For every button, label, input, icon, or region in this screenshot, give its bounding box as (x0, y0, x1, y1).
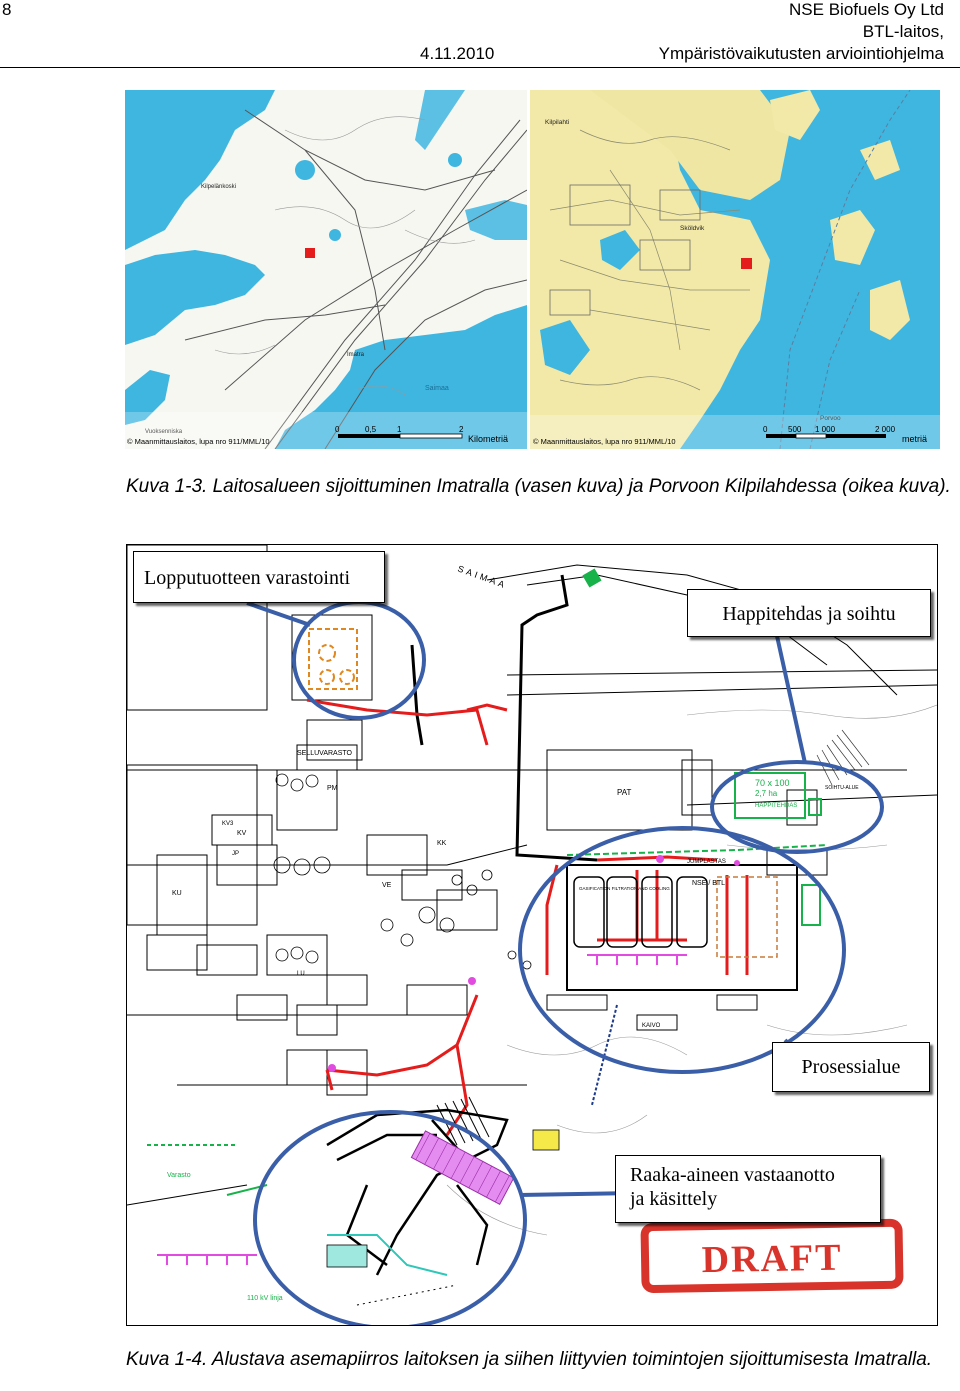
plan-label: 70 x 100 (755, 778, 790, 788)
callout-label-line1: Raaka-aineen vastaanotto (630, 1164, 835, 1186)
plan-label: PM (327, 785, 338, 792)
report-subtitle-line2: Ympäristövaikutusten arviointiohjelma (658, 44, 944, 63)
page-number: 8 (2, 0, 12, 19)
callout-final-product-storage (133, 551, 385, 603)
scale-tick: 2 (459, 425, 464, 434)
plan-label: KK (437, 840, 447, 847)
scale-tick: 1 000 (815, 425, 836, 434)
callout-label: Prosessialue (801, 1056, 901, 1078)
report-date: 4.11.2010 (420, 44, 495, 63)
plan-label: SAIMAA (456, 563, 509, 591)
svg-text:DRAFT: DRAFT (701, 1236, 843, 1282)
report-subtitle-line1: BTL-laitos, (862, 22, 944, 41)
header-rule (0, 67, 960, 68)
plan-label: KV3 (222, 821, 234, 827)
map-copyright: © Maanmittauslaitos, lupa nro 911/MML/10 (127, 437, 270, 446)
figure-caption-1-4: Kuva 1-4. Alustava asemapiirros laitoksen ja siihen liittyvien toimintojen sijoittumisesta Imatralla. (126, 1349, 933, 1370)
plan-label: LU (297, 971, 305, 977)
scale-tick: 2 000 (875, 425, 896, 434)
plan-label: KV (237, 830, 247, 837)
plan-label: KU (172, 890, 182, 897)
figure-caption-1-3: Kuva 1-3. Laitosalueen sijoittuminen Imatralla (vasen kuva) ja Porvoon Kilpilahdessa (oikea kuva). (126, 476, 951, 497)
scale-tick: 500 (788, 425, 802, 434)
scale-tick: 0,5 (365, 425, 377, 434)
scale-unit: metriä (902, 434, 928, 444)
company-name: NSE Biofuels Oy Ltd (789, 0, 944, 19)
scale-tick: 1 (397, 425, 402, 434)
map-label: Kilpilahti (545, 119, 570, 126)
porvoo-map-graphic (530, 90, 940, 449)
imatra-map-graphic (125, 90, 527, 449)
map-label: Kilpelänkoski (201, 184, 237, 190)
plan-label: JUMPLASTAS (687, 859, 726, 865)
callout-process-area (772, 1042, 930, 1092)
porvoo-location-map (530, 90, 940, 449)
plan-label: SELLUVARASTO (297, 750, 352, 757)
site-plan-drawing (126, 544, 938, 1326)
plan-label: 110 kV linja (247, 1295, 283, 1302)
map-copyright: © Maanmittauslaitos, lupa nro 911/MML/10 (533, 437, 676, 446)
callout-label-line2: ja käsittely (630, 1188, 718, 1210)
plan-label: PAT (617, 788, 632, 797)
map-label: Porvoo (820, 415, 841, 422)
map-label: Vuoksenniska (145, 429, 183, 435)
plan-label: GASIFICATION FILTRATION AND COOLING (579, 886, 670, 891)
scale-tick: 0 (763, 425, 768, 434)
plan-label: 2,7 ha (755, 789, 778, 798)
callout-label: Happitehdas ja soihtu (722, 603, 896, 625)
map-label: Sköldvik (680, 225, 705, 232)
plan-label: KAIVO (642, 1023, 661, 1029)
plan-label: SOIHTU-ALUE (825, 785, 859, 791)
imatra-location-map (125, 90, 527, 449)
plan-label: Varasto (167, 1172, 191, 1179)
scale-tick: 0 (335, 425, 340, 434)
callout-raw-material-handling (615, 1155, 881, 1223)
plan-label: NSE / BTL (692, 880, 726, 887)
map-label: Imatra (347, 352, 365, 358)
plan-label: HAPPITEHDAS (755, 803, 798, 809)
map-label: Saimaa (425, 385, 449, 392)
scale-unit: Kilometriä (468, 434, 509, 444)
callout-oxygen-plant (687, 589, 931, 637)
plan-label: VE (382, 882, 392, 889)
plan-label: JP (232, 851, 240, 857)
callout-label: Lopputuotteen varastointi (144, 567, 351, 589)
